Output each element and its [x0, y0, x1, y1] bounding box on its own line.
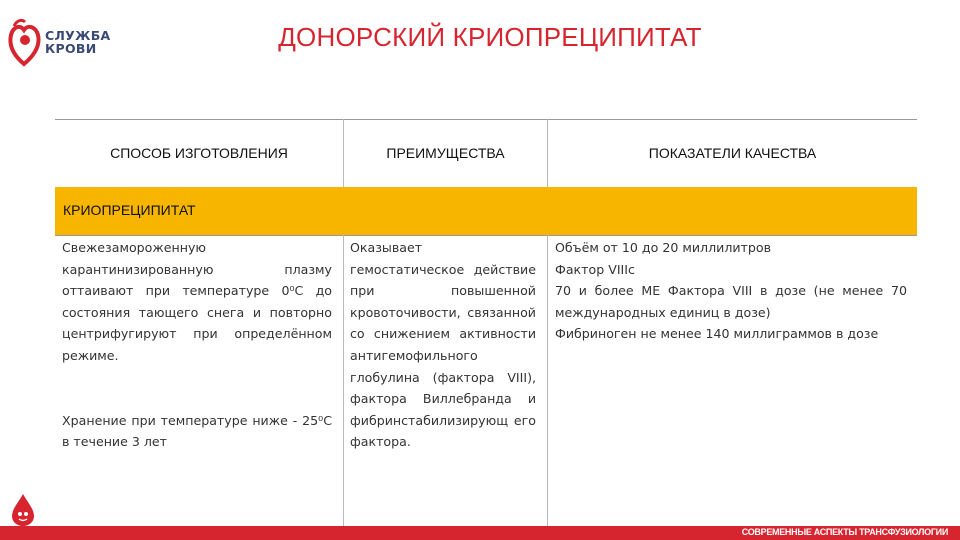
section-band — [55, 187, 917, 235]
body-divider-1 — [343, 235, 344, 528]
quality-fibrinogen: Фибриноген не менее 140 миллиграммов в дозе — [555, 326, 879, 342]
section-label: КРИОПРЕЦИПИТАТ — [63, 202, 196, 218]
body-divider-2 — [547, 235, 548, 528]
band-bottom-rule — [55, 235, 917, 236]
logo-line-2: КРОВИ — [45, 41, 97, 56]
header-advantages: ПРЕИМУЩЕСТВА — [386, 145, 505, 161]
header-quality: ПОКАЗАТЕЛИ КАЧЕСТВА — [648, 145, 817, 161]
quality-factor: Фактор VIIIc — [555, 261, 635, 277]
footer-bar — [0, 526, 960, 540]
quality-table — [55, 119, 917, 529]
method-text: Свежезамороженную карантинизированную плазму оттаивают при температуре 0⁰С до состояния тающего снега и повторно центрифугируют при определённом режиме. — [62, 240, 332, 363]
advantages-cell — [350, 237, 536, 453]
quality-volume: Объём от 10 до 20 миллилитров — [555, 240, 772, 255]
blood-drop-mascot-icon — [10, 493, 36, 527]
method-cell — [62, 237, 332, 453]
page-title: ДОНОРСКИЙ КРИОПРЕЦИПИТАТ — [278, 22, 702, 52]
quality-factor-dose: 70 и более МЕ Фактора VIII в дозе (не менее 70 международных единиц в дозе) — [555, 283, 907, 320]
advantages-text: Оказывает гемостатическое действие при повышенной кровоточивости, связанной со снижением активности антигемофильного глобулина (фактора VIII), фактора Виллебранда и фибринстабилизирующ его фактора. — [350, 240, 536, 450]
header-method: СПОСОБ ИЗГОТОВЛЕНИЯ — [110, 145, 288, 161]
quality-cell — [555, 237, 907, 345]
footer-caption: СОВРЕМЕННЫЕ АСПЕКТЫ ТРАНСФУЗИОЛОГИИ — [741, 527, 948, 537]
storage-text: Хранение при температуре ниже - 25⁰С в течение 3 лет — [62, 412, 332, 450]
logo-line-1: СЛУЖБА — [45, 28, 111, 43]
